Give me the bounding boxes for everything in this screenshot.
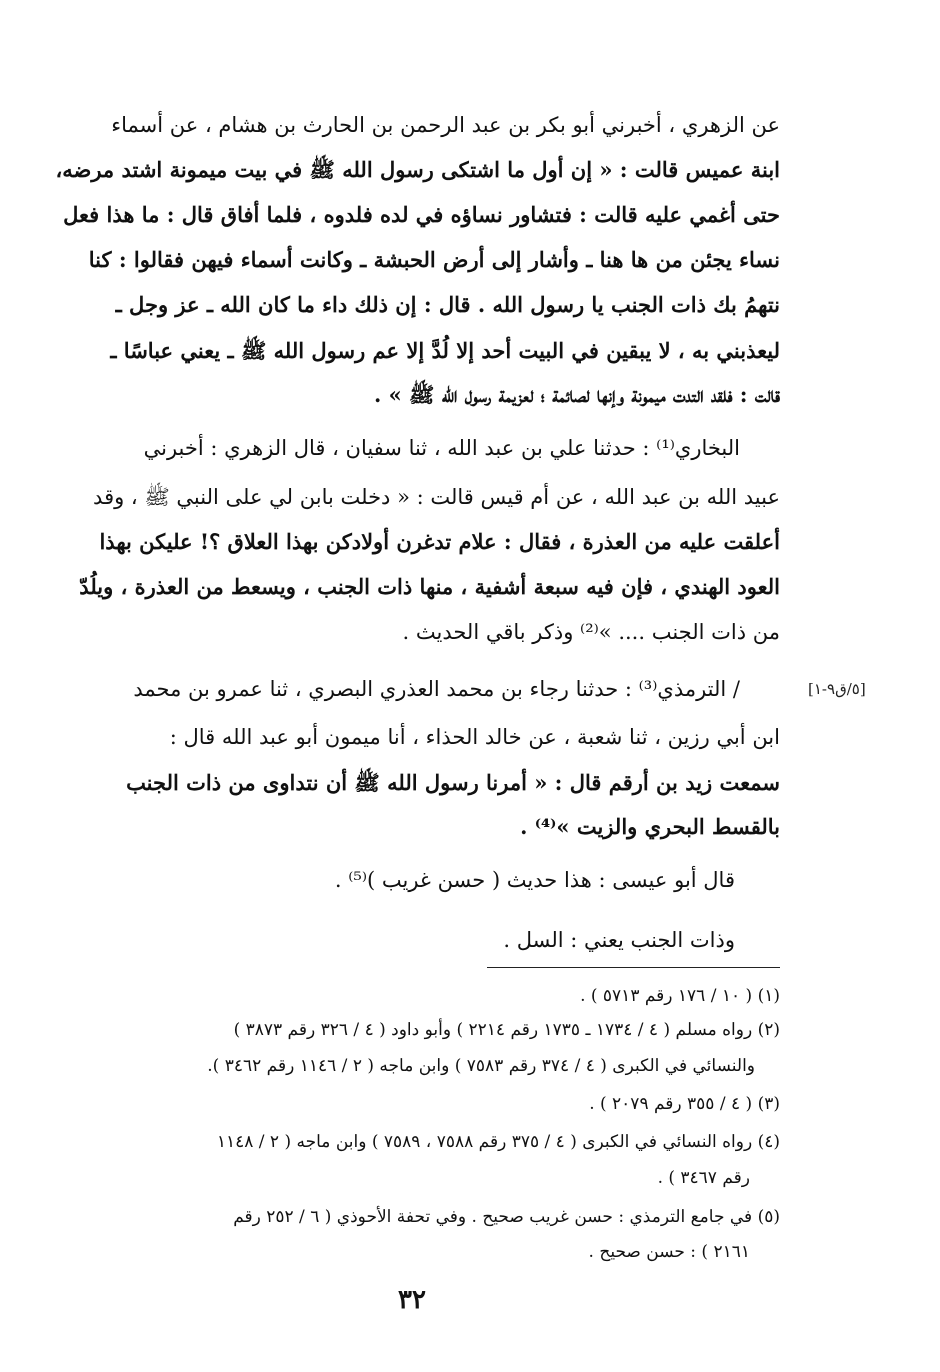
paragraph-2-line: عبيد الله بن عبد الله ، عن أم قيس قالت : « دخلت بابن لي على النبي ﷺ ، وقد xyxy=(93,485,780,509)
paragraph-2-line: أعلقت عليه من العذرة ، فقال : علام تدغرن أولادكن بهذا العلاق ؟! عليكن بهذا xyxy=(99,529,780,554)
footnote-line: والنسائي في الكبرى ( ٤ / ٣٧٤ رقم ٧٥٨٣ ) وابن ماجه ( ٢ / ١١٤٦ رقم ٣٤٦٢ ). xyxy=(207,1056,755,1076)
paragraph-3-line: سمعت زيد بن أرقم قال : « أمرنا رسول الله ﷺ أن نتداوى من ذات الجنب xyxy=(126,770,780,795)
footnote-line: رقم ٣٤٦٧ ) . xyxy=(657,1168,750,1188)
paragraph-3-line: / الترمذي⁽³⁾ : حدثنا رجاء بن محمد العذري البصري ، ثنا عمرو بن محمد xyxy=(133,677,740,701)
footnote-line: ٢١٦١ ) : حسن صحيح . xyxy=(588,1242,750,1262)
paragraph-3-line: بالقسط البحري والزيت »⁽⁴⁾ . xyxy=(520,814,780,839)
paragraph-2-line: البخاري⁽¹⁾ : حدثنا علي بن عبد الله ، ثنا سفيان ، قال الزهري : أخبرني xyxy=(143,436,740,460)
footnote-separator xyxy=(487,967,780,968)
footnote-line: (٥) في جامع الترمذي : حسن غريب صحيح . وفي تحفة الأحوذي ( ٦ / ٢٥٢ رقم xyxy=(233,1207,780,1227)
abu-isa-line: قال أبو عيسى : هذا حديث ( حسن غريب )⁽⁵⁾ . xyxy=(334,868,735,892)
page-number: ٣٢ xyxy=(398,1285,426,1315)
dhat-al-janb-line: وذات الجنب يعني : السل . xyxy=(503,928,735,952)
paragraph-2-line: من ذات الجنب .... »⁽²⁾ وذكر باقي الحديث . xyxy=(402,620,780,644)
paragraph-1-line: قالت : فلقد التدت ميمونة وإنها لصائمة ؛ لعزيمة رسول الله ﷺ » . xyxy=(373,382,780,407)
paragraph-2-line: العود الهندي ، فإن فيه سبعة أشفية ، منها ذات الجنب ، ويسعط من العذرة ، ويلُدّ xyxy=(79,574,780,599)
paragraph-3-line: ابن أبي رزين ، ثنا شعبة ، عن خالد الحذاء ، أنا ميمون أبو عبد الله قال : xyxy=(169,725,780,749)
paragraph-1-line: حتى أغمي عليه قالت : فتشاور نساؤه في لده فلدوه ، فلما أفاق قال : ما هذا فعل xyxy=(63,202,780,227)
paragraph-1-line: عن الزهري ، أخبرني أبو بكر بن عبد الرحمن بن الحارث بن هشام ، عن أسماء xyxy=(111,113,780,137)
footnote-line: (١) ( ١٠ / ١٧٦ رقم ٥٧١٣ ) . xyxy=(580,986,780,1006)
paragraph-1-line: نتهمُ بك ذات الجنب يا رسول الله . قال : إن ذلك داء ما كان الله ـ عز وجل ـ xyxy=(115,292,780,317)
footnote-line: (٢) رواه مسلم ( ٤ / ١٧٣٤ ـ ١٧٣٥ رقم ٢٢١٤ ) وأبو داود ( ٤ / ٣٢٦ رقم ٣٨٧٣ ) xyxy=(233,1020,780,1040)
paragraph-1-line: نساء يجئن من ها هنا ـ وأشار إلى أرض الحبشة ـ وكانت أسماء فيهن فقالوا : كنا xyxy=(88,247,780,272)
margin-reference: [٥/ق٩-١] xyxy=(808,680,866,698)
paragraph-1-line: ليعذبني به ، لا يبقين في البيت أحد إلا لُدَّ إلا عم رسول الله ﷺ ـ يعني عباسًا ـ xyxy=(110,338,780,363)
footnote-line: (٣) ( ٤ / ٣٥٥ رقم ٢٠٧٩ ) . xyxy=(589,1094,780,1114)
footnote-line: (٤) رواه النسائي في الكبرى ( ٤ / ٣٧٥ رقم ٧٥٨٨ ، ٧٥٨٩ ) وابن ماجه ( ٢ / ١١٤٨ xyxy=(216,1132,780,1152)
paragraph-1-line: ابنة عميس قالت : « إن أول ما اشتكى رسول الله ﷺ في بيت ميمونة اشتد مرضه، xyxy=(55,157,780,182)
